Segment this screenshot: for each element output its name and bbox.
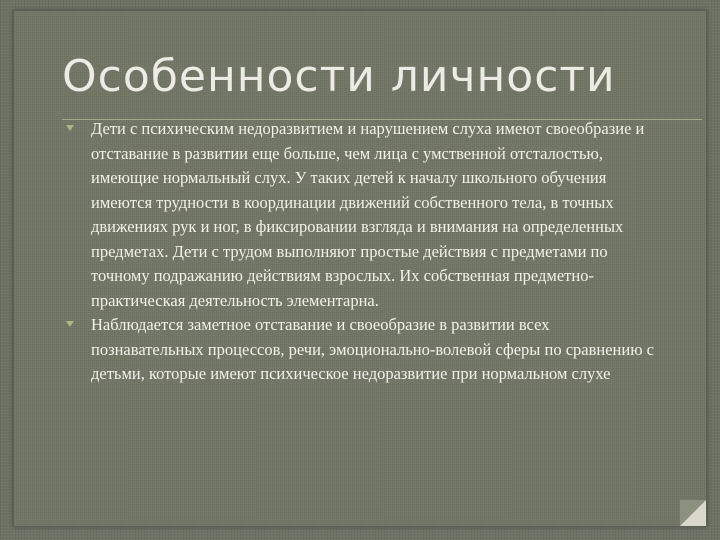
triangle-bullet-icon: [66, 321, 74, 327]
slide: [13, 10, 707, 527]
bullet-list: [64, 117, 654, 387]
bullet-text: Дети с психическим недоразвитием и нарушением слуха имеют своеобразие и отставание в развитии еще больше, чем лица с умственной отсталостью, имеющие нормальный слух. У таких детей к началу школьного обучения имеются трудности в координации движений собственного тела, в точных движениях рук и ног, в фиксировании взгляда и внимания на определенных предметах. Дети с трудом выполняют простые действия с предметами по точному подражанию действиям взрослых. Их собственная предметно-практическая деятельность элементарна.: [91, 119, 645, 310]
bullet-item: [64, 117, 654, 313]
bullet-item: [64, 313, 654, 387]
triangle-bullet-icon: [66, 125, 74, 131]
bullet-text: Наблюдается заметное отставание и своеобразие в развитии всех познавательных процессов, речи, эмоционально-волевой сферы по сравнению с детьми, которые имеют психическое недоразвитие при нормальном слухе: [91, 315, 654, 383]
slide-title: Особенности личности: [62, 51, 616, 102]
page-curl-flap: [680, 500, 706, 526]
